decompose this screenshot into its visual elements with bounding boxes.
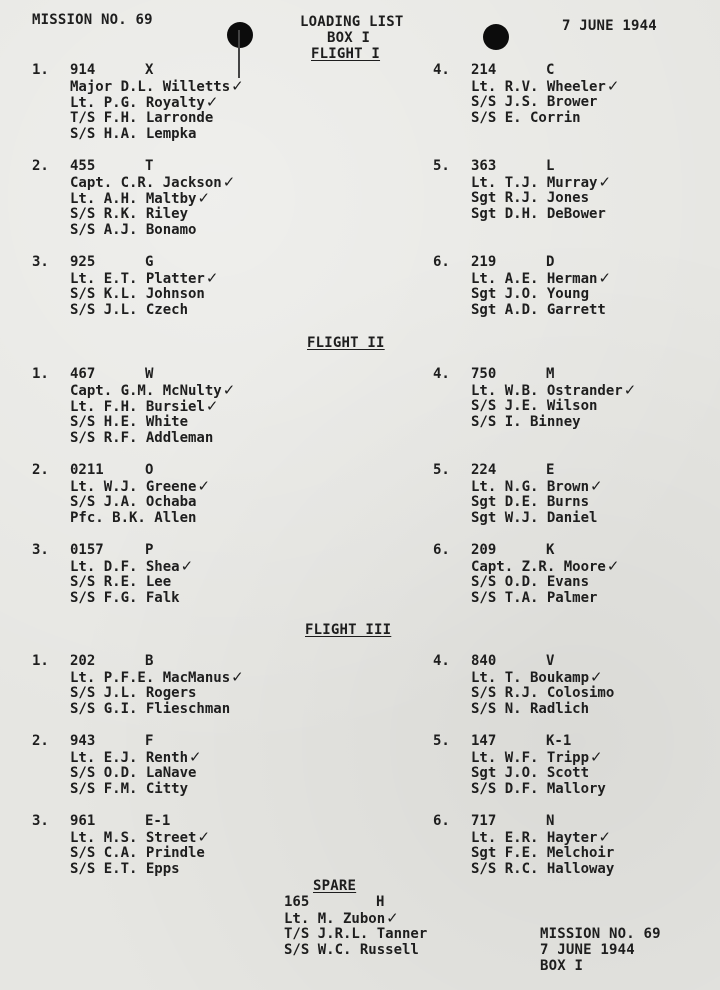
document-title: LOADING LIST <box>300 14 404 30</box>
crew-name: Lt. W.F. Tripp <box>471 750 590 766</box>
aircraft-number: 750 <box>471 366 497 382</box>
crew-member <box>70 430 213 446</box>
crew-name: Lt. W.B. Ostrander <box>471 383 623 399</box>
check-mark-icon: ✓ <box>386 909 399 927</box>
crew-name: Lt. A.E. Herman <box>471 271 598 287</box>
crew-name: Lt. E.J. Renth <box>70 750 189 766</box>
crew-member <box>471 765 589 781</box>
crew-name: S/S W.C. Russell <box>284 942 419 958</box>
crew-name: Capt. Z.R. Moore <box>471 559 606 575</box>
footer-mission-number: MISSION NO. 69 <box>540 926 661 942</box>
crew-member <box>70 845 205 861</box>
crew-name: S/S E. Corrin <box>471 110 581 126</box>
check-mark-icon: ✓ <box>197 477 211 495</box>
aircraft-number: 224 <box>471 462 497 478</box>
crew-member <box>70 206 188 222</box>
crew-member <box>70 558 193 575</box>
position-number: 3. <box>32 542 49 558</box>
flight-label: FLIGHT I <box>311 46 381 62</box>
position-number: 5. <box>433 158 450 174</box>
aircraft-letter: E <box>546 462 555 478</box>
crew-member <box>471 590 597 606</box>
footer-date: 7 JUNE 1944 <box>540 942 635 958</box>
crew-name: Sgt D.E. Burns <box>471 494 590 510</box>
crew-name: S/S H.A. Lempka <box>70 126 197 142</box>
crew-member <box>471 270 611 287</box>
check-mark-icon: ✓ <box>590 668 603 686</box>
aircraft-number: 202 <box>70 653 96 669</box>
crew-name: Lt. T.J. Murray <box>471 175 598 191</box>
position-number: 3. <box>32 813 49 829</box>
crew-name: Lt. M. Zubon <box>284 911 386 927</box>
position-number: 6. <box>433 254 450 270</box>
aircraft-number: 961 <box>70 813 96 829</box>
crew-name: S/S J.A. Ochaba <box>70 494 197 510</box>
crew-member <box>471 494 589 510</box>
crew-member <box>471 174 611 191</box>
crew-member <box>471 206 606 222</box>
crew-member <box>471 286 589 302</box>
crew-member <box>284 926 427 942</box>
crew-name: S/S O.D. Evans <box>471 574 590 590</box>
crew-name: S/S J.L. Rogers <box>70 685 197 701</box>
crew-member <box>471 749 603 766</box>
position-number: 4. <box>433 366 450 382</box>
aircraft-number: 147 <box>471 733 497 749</box>
crew-member <box>471 701 589 717</box>
crew-member <box>471 398 597 414</box>
flight-label: FLIGHT III <box>305 622 392 638</box>
aircraft-number: 455 <box>70 158 96 174</box>
aircraft-letter: K-1 <box>546 733 572 749</box>
crew-name: Sgt J.O. Scott <box>471 765 590 781</box>
crew-name: S/S D.F. Mallory <box>471 781 606 797</box>
date-header: 7 JUNE 1944 <box>562 18 657 34</box>
aircraft-number: 925 <box>70 254 96 270</box>
crew-member <box>471 414 581 430</box>
crew-name: S/S I. Binney <box>471 414 581 430</box>
aircraft-number: 214 <box>471 62 497 78</box>
crew-member <box>70 414 188 430</box>
crew-name: Lt. R.V. Wheeler <box>471 79 606 95</box>
crew-name: S/S R.C. Halloway <box>471 861 615 877</box>
crew-name: S/S J.E. Wilson <box>471 398 598 414</box>
aircraft-letter: P <box>145 542 154 558</box>
aircraft-letter: G <box>145 254 154 270</box>
check-mark-icon: ✓ <box>598 173 612 191</box>
check-mark-icon: ✓ <box>606 557 620 575</box>
crew-name: Lt. M.S. Street <box>70 830 197 846</box>
crew-name: Lt. F.H. Bursiel <box>70 399 205 415</box>
crew-member <box>70 110 213 126</box>
crew-member <box>70 749 202 766</box>
crew-name: S/S R.E. Lee <box>70 574 172 590</box>
crew-name: S/S T.A. Palmer <box>471 590 598 606</box>
box-label: BOX I <box>327 30 371 46</box>
check-mark-icon: ✓ <box>231 668 244 686</box>
check-mark-icon: ✓ <box>598 269 612 287</box>
aircraft-letter: X <box>145 62 154 78</box>
crew-name: Sgt R.J. Jones <box>471 190 590 206</box>
crew-member <box>70 494 196 510</box>
crew-member <box>471 190 589 206</box>
crew-member <box>70 222 196 238</box>
crew-member <box>70 574 171 590</box>
aircraft-letter: E-1 <box>145 813 171 829</box>
check-mark-icon: ✓ <box>222 381 236 399</box>
position-number: 2. <box>32 733 49 749</box>
crew-member <box>70 94 218 111</box>
aircraft-number: 943 <box>70 733 96 749</box>
check-mark-icon: ✓ <box>231 77 244 95</box>
check-mark-icon: ✓ <box>623 381 637 399</box>
aircraft-number: 0211 <box>70 462 104 478</box>
aircraft-number: 363 <box>471 158 497 174</box>
crew-name: S/S K.L. Johnson <box>70 286 205 302</box>
position-number: 4. <box>433 62 450 78</box>
position-number: 4. <box>433 653 450 669</box>
check-mark-icon: ✓ <box>197 189 211 207</box>
crew-name: T/S J.R.L. Tanner <box>284 926 428 942</box>
crew-member <box>70 126 196 142</box>
crew-member <box>70 701 230 717</box>
crew-member <box>70 302 188 318</box>
position-number: 6. <box>433 813 450 829</box>
crew-member <box>471 669 603 686</box>
aircraft-number: 0157 <box>70 542 104 558</box>
check-mark-icon: ✓ <box>205 93 219 111</box>
aircraft-letter: W <box>145 366 154 382</box>
crew-member <box>471 382 636 399</box>
check-mark-icon: ✓ <box>205 269 219 287</box>
crew-name: Capt. C.R. Jackson <box>70 175 222 191</box>
aircraft-letter: F <box>145 733 154 749</box>
crew-name: Lt. T. Boukamp <box>471 670 590 686</box>
aircraft-number: 209 <box>471 542 497 558</box>
crew-name: S/S J.S. Brower <box>471 94 598 110</box>
crew-name: S/S R.F. Addleman <box>70 430 214 446</box>
footer-box: BOX I <box>540 958 584 974</box>
check-mark-icon: ✓ <box>205 397 219 415</box>
crew-name: Sgt J.O. Young <box>471 286 590 302</box>
aircraft-number: 840 <box>471 653 497 669</box>
crew-name: S/S O.D. LaNave <box>70 765 197 781</box>
crew-member <box>70 510 196 526</box>
crew-name: T/S F.H. Larronde <box>70 110 214 126</box>
crew-name: S/S J.L. Czech <box>70 302 189 318</box>
position-number: 2. <box>32 462 49 478</box>
crew-member <box>70 286 205 302</box>
crew-member <box>471 574 589 590</box>
check-mark-icon: ✓ <box>598 828 612 846</box>
crew-member <box>70 669 244 686</box>
check-mark-icon: ✓ <box>606 77 620 95</box>
crew-member <box>471 829 611 846</box>
aircraft-letter: T <box>145 158 154 174</box>
position-number: 3. <box>32 254 49 270</box>
check-mark-icon: ✓ <box>180 557 194 575</box>
crew-member <box>471 110 581 126</box>
position-number: 2. <box>32 158 49 174</box>
crew-member <box>70 685 196 701</box>
crew-member <box>70 765 196 781</box>
position-number: 6. <box>433 542 450 558</box>
crew-name: Lt. W.J. Greene <box>70 479 197 495</box>
crew-name: S/S H.E. White <box>70 414 189 430</box>
crew-member <box>471 781 606 797</box>
spare-label: SPARE <box>313 878 357 894</box>
crew-name: S/S F.G. Falk <box>70 590 180 606</box>
crew-name: Lt. P.G. Royalty <box>70 95 205 111</box>
crew-name: Lt. D.F. Shea <box>70 559 180 575</box>
crew-member <box>70 478 210 495</box>
aircraft-letter: N <box>546 813 555 829</box>
staple-line <box>238 30 240 78</box>
crew-member <box>471 302 606 318</box>
crew-member <box>70 829 210 846</box>
crew-member <box>70 270 218 287</box>
crew-member <box>471 94 597 110</box>
punch-hole-right <box>483 24 509 50</box>
crew-name: S/S C.A. Prindle <box>70 845 205 861</box>
crew-member <box>471 845 614 861</box>
crew-name: Lt. E.T. Platter <box>70 271 205 287</box>
crew-member <box>284 942 419 958</box>
position-number: 1. <box>32 653 49 669</box>
aircraft-letter: M <box>546 366 555 382</box>
crew-name: S/S E.T. Epps <box>70 861 180 877</box>
crew-name: S/S F.M. Citty <box>70 781 189 797</box>
crew-name: Lt. N.G. Brown <box>471 479 590 495</box>
check-mark-icon: ✓ <box>197 828 211 846</box>
crew-member <box>471 558 619 575</box>
crew-member <box>70 861 180 877</box>
aircraft-number: 165 <box>284 894 310 910</box>
aircraft-letter: K <box>546 542 555 558</box>
crew-name: Sgt W.J. Daniel <box>471 510 598 526</box>
crew-name: S/S G.I. Flieschman <box>70 701 231 717</box>
crew-member <box>70 190 210 207</box>
position-number: 5. <box>433 462 450 478</box>
crew-name: S/S A.J. Bonamo <box>70 222 197 238</box>
flight-label: FLIGHT II <box>307 335 385 351</box>
punch-hole-left <box>227 22 253 48</box>
aircraft-letter: B <box>145 653 154 669</box>
crew-member <box>471 685 614 701</box>
crew-name: Lt. E.R. Hayter <box>471 830 598 846</box>
aircraft-letter: L <box>546 158 555 174</box>
mission-number-header: MISSION NO. 69 <box>32 12 153 28</box>
crew-name: Lt. P.F.E. MacManus <box>70 670 231 686</box>
crew-name: Capt. G.M. McNulty <box>70 383 222 399</box>
crew-member <box>471 510 597 526</box>
crew-member <box>70 781 188 797</box>
crew-name: S/S R.K. Riley <box>70 206 189 222</box>
position-number: 1. <box>32 366 49 382</box>
aircraft-letter: H <box>376 894 385 910</box>
check-mark-icon: ✓ <box>189 748 202 766</box>
aircraft-letter: D <box>546 254 555 270</box>
position-number: 5. <box>433 733 450 749</box>
crew-member <box>471 478 603 495</box>
crew-member <box>471 78 619 95</box>
crew-name: Major D.L. Willetts <box>70 79 231 95</box>
crew-member <box>70 398 218 415</box>
crew-name: S/S N. Radlich <box>471 701 590 717</box>
check-mark-icon: ✓ <box>222 173 236 191</box>
crew-member <box>70 174 235 191</box>
crew-member <box>471 861 614 877</box>
aircraft-number: 467 <box>70 366 96 382</box>
aircraft-number: 914 <box>70 62 96 78</box>
aircraft-letter: C <box>546 62 555 78</box>
crew-name: Sgt D.H. DeBower <box>471 206 606 222</box>
crew-name: Sgt F.E. Melchoir <box>471 845 615 861</box>
check-mark-icon: ✓ <box>590 748 603 766</box>
check-mark-icon: ✓ <box>590 477 603 495</box>
aircraft-letter: V <box>546 653 555 669</box>
crew-name: S/S R.J. Colosimo <box>471 685 615 701</box>
crew-member <box>284 910 399 927</box>
crew-member <box>70 590 180 606</box>
position-number: 1. <box>32 62 49 78</box>
aircraft-letter: O <box>145 462 154 478</box>
crew-name: Pfc. B.K. Allen <box>70 510 197 526</box>
aircraft-number: 717 <box>471 813 497 829</box>
crew-name: Sgt A.D. Garrett <box>471 302 606 318</box>
crew-name: Lt. A.H. Maltby <box>70 191 197 207</box>
aircraft-number: 219 <box>471 254 497 270</box>
